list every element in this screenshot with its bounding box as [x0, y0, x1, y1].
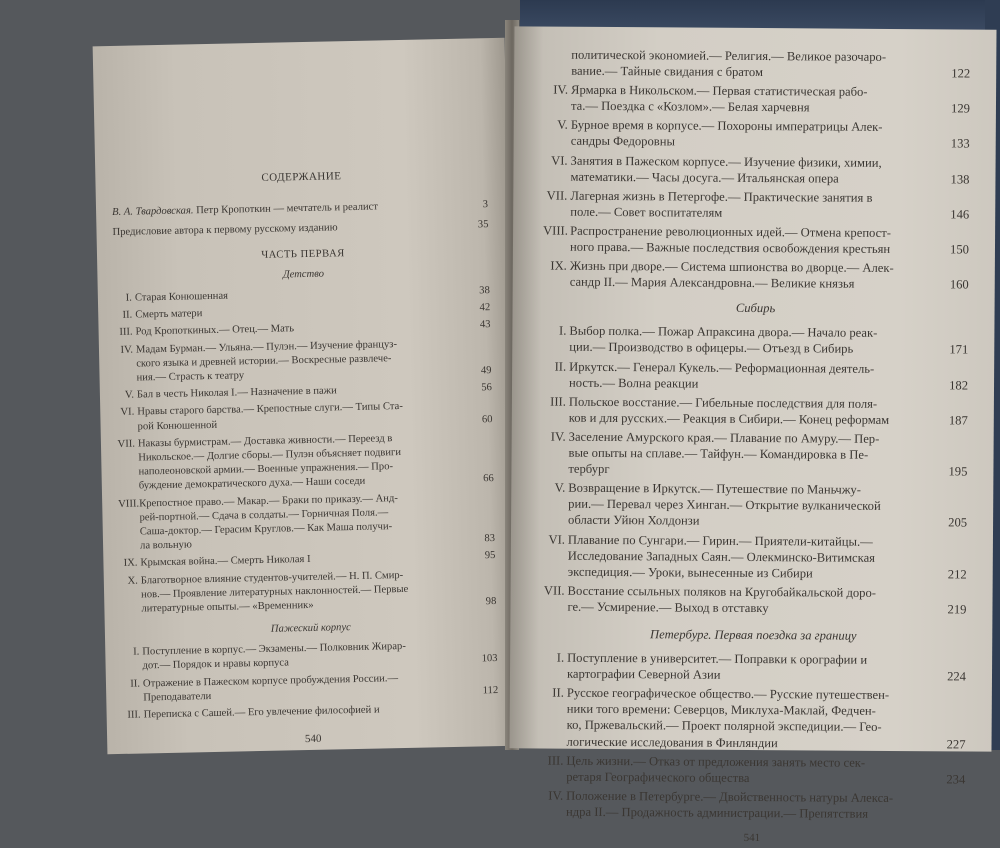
toc-line-text: Ярмарка в Никольском.— Первая статистическая рабо- [571, 83, 868, 99]
toc-entry-text [112, 199, 440, 220]
toc-line-text: Выбор полка.— Пожар Апраксина двора.— Начало реак- [569, 324, 877, 340]
toc-entry-line [544, 63, 912, 82]
toc-entry-text [543, 258, 911, 293]
toc-line-text: рой Конюшенной [137, 419, 217, 432]
toc-entry [539, 787, 965, 822]
toc-chapter-number: VIII. [543, 223, 567, 239]
toc-chapter-number: I. [542, 323, 566, 339]
toc-entry [541, 429, 967, 480]
toc-page-number: 56 [481, 381, 492, 395]
toc-line-text: Смерть матери [135, 308, 202, 320]
toc-line-text: Никольское.— Долгие сборы.— Пулэн объясняет подвиги [138, 447, 401, 464]
toc-line-text: Заселение Амурского края.— Плавание по Амуру.— Пер- [569, 430, 880, 446]
toc-entry [540, 650, 966, 685]
toc-entry [120, 567, 501, 618]
left-page-content [109, 38, 504, 754]
toc-chapter-number: VII. [117, 437, 135, 452]
toc-entry-line [542, 374, 910, 393]
toc-line-text: Поступление в университет.— Поправки к орографии и [567, 651, 867, 667]
right-page-content [539, 27, 970, 752]
toc-chapter-number: V. [544, 117, 568, 133]
toc-line-text: Занятия в Пажеском корпусе.— Изучение физики, химии, [571, 153, 882, 169]
toc-chapter-number: II. [114, 309, 132, 324]
toc-entry-text [121, 639, 450, 674]
toc-line-text: политической экономией.— Религия.— Великое разочаро- [571, 48, 886, 64]
toc-entry-text [539, 685, 907, 752]
toc-page-number: 150 [950, 241, 969, 257]
toc-line-text: Бал в честь Николая I.— Назначение в пажи [137, 386, 337, 401]
section-heading: Сибирь [543, 299, 969, 318]
toc-line-text: Бурное время в корпусе.— Похороны императрицы Алек- [571, 118, 883, 134]
toc-author: В. А. Твардовская. [112, 205, 194, 218]
toc-entry-line [541, 461, 909, 480]
toc-entry [112, 218, 492, 240]
toc-page-number: 219 [948, 601, 967, 617]
toc-entry-text [543, 187, 911, 222]
toc-chapter-number: VII. [541, 582, 565, 598]
toc-entry [543, 258, 969, 293]
toc-line-text: ники того времени: Северцов, Миклуха-Маклай, Федчен- [567, 702, 876, 718]
toc-line-text: ность.— Волна реакции [569, 375, 698, 390]
toc-page-number: 146 [950, 206, 969, 222]
toc-entry [543, 152, 969, 187]
toc-line-text: Распространение революционных идей.— Отмена крепост- [570, 224, 891, 240]
toc-entry-text [543, 223, 911, 258]
toc-entry-text [541, 531, 909, 582]
toc-line-text: Русское географическое общество.— Русские путешествен- [567, 686, 889, 702]
toc-entry-text [542, 358, 910, 393]
toc-entry [112, 198, 492, 220]
toc-page-number: 38 [479, 284, 490, 298]
toc-line-text: ков и для русских.— Реакция в Сибири.— Конец реформам [569, 411, 889, 427]
section-heading: Пажеский корпус [121, 618, 501, 640]
toc-line-text: Предисловие автора к первому русскому изданию [112, 222, 337, 238]
toc-line-text: ндра II.— Продажность администрации.— Препятствия [566, 805, 868, 821]
toc-page-number: 138 [951, 171, 970, 187]
toc-line-text: ла вольную [140, 540, 192, 552]
toc-line-text: ге.— Усмирение.— Выход в отставку [567, 600, 768, 615]
toc-line-text: Лагерная жизнь в Петергофе.— Практические занятия в [570, 189, 872, 205]
toc-chapter-number: III. [123, 709, 141, 724]
toc-page-number: 133 [951, 136, 970, 152]
toc-line-text: логические исследования в Финляндии [566, 734, 777, 749]
toc-entry-text [122, 671, 451, 706]
toc-entry-line [543, 203, 911, 222]
toc-entry-text [541, 429, 909, 480]
toc-chapter-number: VII. [543, 187, 567, 203]
toc-line-text: экспедиция.— Уроки, вынесенные из Сибири [568, 564, 813, 580]
toc-entry-text [542, 323, 910, 358]
toc-chapter-number: II. [122, 677, 140, 692]
toc-entry-text [539, 787, 907, 822]
toc-entry [541, 480, 967, 531]
toc-entry-text [115, 337, 444, 386]
toc-line-text: наполеоновской армии.— Военные упражнения.— Про- [138, 461, 393, 477]
toc-page-number: 112 [483, 684, 499, 699]
toc-page-number: 43 [480, 319, 491, 333]
toc-line-text: Старая Конюшенная [135, 291, 228, 304]
toc-line-text: Иркутск.— Генерал Кукель.— Реформационная деятель- [569, 359, 874, 375]
toc-line-text: Исследование Западных Саян.— Олекминско-Витимская [568, 548, 875, 564]
toc-page-number: 171 [949, 342, 968, 358]
toc-line-text: буждение демократического духа.— Наши соседи [139, 476, 366, 492]
toc-line-text: Положение в Петербурге.— Двойственность натуры Алекса- [566, 789, 893, 805]
toc-entry-text [118, 491, 447, 555]
toc-chapter-number: IX. [119, 557, 137, 572]
toc-chapter-number: X. [120, 574, 138, 589]
toc-entry-text [112, 219, 440, 240]
toc-line-text: поле.— Совет воспитателям [570, 205, 722, 220]
toc-page-number: 212 [948, 566, 967, 582]
toc-chapter-number: II. [540, 685, 564, 701]
toc-entry [543, 187, 969, 222]
toc-entry-text [544, 47, 912, 82]
toc-line-text: области Уйюн Холдонзи [568, 513, 700, 528]
toc-page-number: 42 [479, 301, 490, 315]
toc-page-number: 160 [950, 277, 969, 293]
toc-entry [541, 531, 967, 582]
toc-chapter-number: IX. [543, 258, 567, 274]
toc-page-number: 187 [949, 412, 968, 428]
toc-page-number: 98 [486, 595, 497, 609]
toc-entry-line [542, 339, 910, 358]
toc-line-text: Цель жизни.— Отказ от предложения занять место сек- [566, 753, 865, 769]
toc-chapter-number: IV. [539, 787, 563, 803]
toc-line-text: Благотворное влияние студентов-учителей.— Н. П. Смир- [141, 570, 404, 586]
toc-chapter-number: VI. [541, 531, 565, 547]
toc-line-text: Возвращение в Иркутск.— Путешествие по Маньчжу- [568, 481, 861, 497]
toc-line-text: сандр II.— Мария Александровна.— Великие князья [570, 275, 855, 291]
toc-line-text: сандры Федоровны [571, 134, 675, 149]
section-heading: Детство [113, 264, 493, 286]
toc-entry [542, 323, 968, 358]
toc-entry [117, 430, 498, 495]
section-heading: Петербург. Первая поездка за границу [540, 626, 966, 645]
toc-entry-line [543, 274, 911, 293]
toc-chapter-number: III. [539, 752, 563, 768]
toc-page-number: 195 [948, 464, 967, 480]
toc-page-number: 182 [949, 377, 968, 393]
toc-entry-line [544, 133, 912, 152]
toc-line-text: та.— Поездка с «Козлом».— Белая харчевня [571, 99, 810, 115]
toc-chapter-number: IV. [544, 82, 568, 98]
toc-line-text: Восстание ссыльных поляков на Кругобайкальской доро- [568, 584, 876, 600]
toc-entry-line [123, 702, 451, 723]
toc-entry [540, 582, 966, 617]
toc-line-text: рии.— Перевал через Хинган.— Открытие вулканической [568, 497, 881, 513]
toc-line-text: дот.— Порядок и нравы корпуса [143, 658, 290, 672]
contents-heading: СОДЕРЖАНИЕ [111, 166, 491, 188]
toc-entry-line [544, 98, 912, 117]
page-number: 540 [123, 728, 503, 750]
toc-entry-line [542, 409, 910, 428]
toc-entry-text [116, 399, 445, 434]
toc-page-number: 129 [951, 101, 970, 117]
toc-line-text: ко, Пржевальский.— Проект полярной экспедиции.— Гео- [567, 718, 882, 734]
toc-line-text: ции.— Производство в офицеры.— Отъезд в Сибирь [569, 340, 853, 356]
toc-line-text: Петр Кропоткин — мечтатель и реалист [196, 201, 378, 216]
toc-entry-line [539, 804, 907, 823]
toc-entry-text [117, 431, 446, 495]
toc-line-text: Поступление в корпус.— Экзамены.— Полковник Жирар- [142, 641, 406, 658]
toc-page-number: 3 [483, 198, 489, 212]
toc-line-text: тербург [568, 462, 609, 476]
toc-page-number: 49 [481, 364, 492, 378]
toc-entry-line [540, 717, 908, 736]
toc-chapter-number: III. [542, 393, 566, 409]
toc-entry [539, 752, 965, 787]
toc-line-text: Отражение в Пажеском корпусе пробуждения России.— [143, 673, 398, 689]
toc-entry [121, 638, 502, 674]
toc-line-text: Нравы старого барства.— Крепостные слуги.— Типы Ста- [137, 401, 403, 418]
toc-entry-line [541, 563, 909, 582]
toc-line-text: Жизнь при дворе.— Система шпионства во дворце.— Алек- [570, 259, 894, 275]
toc-chapter-number: I. [540, 650, 564, 666]
toc-line-text: Плавание по Сунгари.— Гирин.— Приятели-китайцы.— [568, 532, 873, 548]
toc-line-text: Переписка с Сашей.— Его увлечение философией и [144, 705, 380, 721]
toc-entry-line [543, 239, 911, 258]
toc-line-text: Саша-доктор.— Герасим Круглов.— Как Маша получи- [140, 521, 393, 537]
toc-chapter-number: VIII. [118, 497, 136, 512]
page-number: 541 [539, 829, 965, 848]
toc-chapter-number: V. [116, 389, 134, 404]
toc-line-text: картографии Северной Азии [567, 667, 721, 682]
toc-entry-text [123, 702, 451, 723]
toc-chapter-number: II. [542, 358, 566, 374]
part-heading: ЧАСТЬ ПЕРВАЯ [113, 244, 493, 266]
toc-line-text: Польское восстание.— Гибельные последствия для поля- [569, 395, 877, 411]
right-page [509, 26, 996, 751]
toc-entry-line [541, 512, 909, 531]
toc-entry [122, 670, 503, 706]
toc-chapter-number: I. [121, 646, 139, 661]
toc-line-text: Преподаватели [143, 691, 211, 703]
toc-line-text: ретаря Географического общества [566, 769, 749, 784]
toc-entry [544, 117, 970, 152]
toc-line-text: Род Кропоткиных.— Отец.— Мать [136, 324, 295, 338]
toc-entry-line [540, 599, 908, 618]
toc-entry-text [539, 752, 907, 787]
toc-entry [539, 685, 965, 752]
toc-entry-text [120, 568, 449, 617]
toc-entry-text [540, 582, 908, 617]
toc-line-text: литературные опыты.— «Временник» [141, 600, 313, 615]
toc-entry-line [540, 666, 908, 685]
toc-page-number: 227 [947, 736, 966, 752]
toc-page-number: 122 [951, 65, 970, 81]
toc-entry-line [543, 168, 911, 187]
toc-page-number: 66 [483, 472, 494, 486]
toc-line-text: Наказы бурмистрам.— Доставка живности.— Переезд в [138, 433, 393, 449]
toc-line-text: рей-портной.— Сдача в солдаты.— Горничная Поля.— [139, 507, 388, 523]
toc-line-text: Мадам Бурман.— Ульяна.— Пулэн.— Изучение француз- [136, 339, 397, 355]
toc-entry-text [541, 480, 909, 531]
toc-entry-line [539, 733, 907, 752]
toc-entry [543, 223, 969, 258]
toc-line-text: математики.— Часы досуга.— Итальянская опера [570, 169, 838, 185]
toc-line-text: Крымская война.— Смерть Николая I [140, 554, 310, 569]
toc-page-number: 60 [482, 413, 493, 427]
toc-chapter-number: I. [114, 292, 132, 307]
toc-line-text: вание.— Тайные свидания с братом [571, 64, 763, 79]
toc-entry-text [540, 650, 908, 685]
toc-page-number: 35 [478, 218, 489, 232]
toc-line-text: вые опыты на сплаве.— Тайфун.— Командировка в Пе- [569, 446, 869, 462]
toc-page-number: 234 [946, 771, 965, 787]
toc-chapter-number: IV. [115, 343, 133, 358]
toc-page-number: 205 [948, 515, 967, 531]
toc-chapter-number: III. [115, 326, 133, 341]
toc-page-number: 103 [482, 652, 498, 667]
toc-entry [116, 398, 497, 434]
toc-entry [542, 393, 968, 428]
toc-chapter-number: IV. [542, 429, 566, 445]
toc-line-text: ного права.— Важные последствия освобождения крестьян [570, 240, 890, 256]
toc-chapter-number: V. [541, 480, 565, 496]
toc-page-number: 95 [485, 549, 496, 563]
toc-entry-text [544, 82, 912, 117]
toc-page-number: 224 [947, 669, 966, 685]
toc-entry [118, 490, 499, 555]
toc-chapter-number: VI. [544, 152, 568, 168]
toc-page-number: 83 [484, 532, 495, 546]
toc-entry [544, 47, 970, 82]
toc-line-text: нов.— Проявление литературных наклонностей.— Первые [141, 584, 408, 601]
toc-entry-text [542, 393, 910, 428]
left-page [93, 38, 520, 754]
toc-entry [544, 82, 970, 117]
toc-entry-text [543, 152, 911, 187]
toc-entry [542, 358, 968, 393]
toc-line-text: Крепостное право.— Макар.— Браки по приказу.— Анд- [139, 493, 398, 509]
toc-chapter-number: VI. [116, 406, 134, 421]
toc-line-text: ния.— Страсть к театру [136, 370, 244, 383]
toc-entry [115, 336, 496, 387]
toc-entry-text [544, 117, 912, 152]
toc-line-text: ского языка и древней истории.— Воскресные развлече- [136, 353, 391, 369]
toc-entry-line [539, 768, 907, 787]
